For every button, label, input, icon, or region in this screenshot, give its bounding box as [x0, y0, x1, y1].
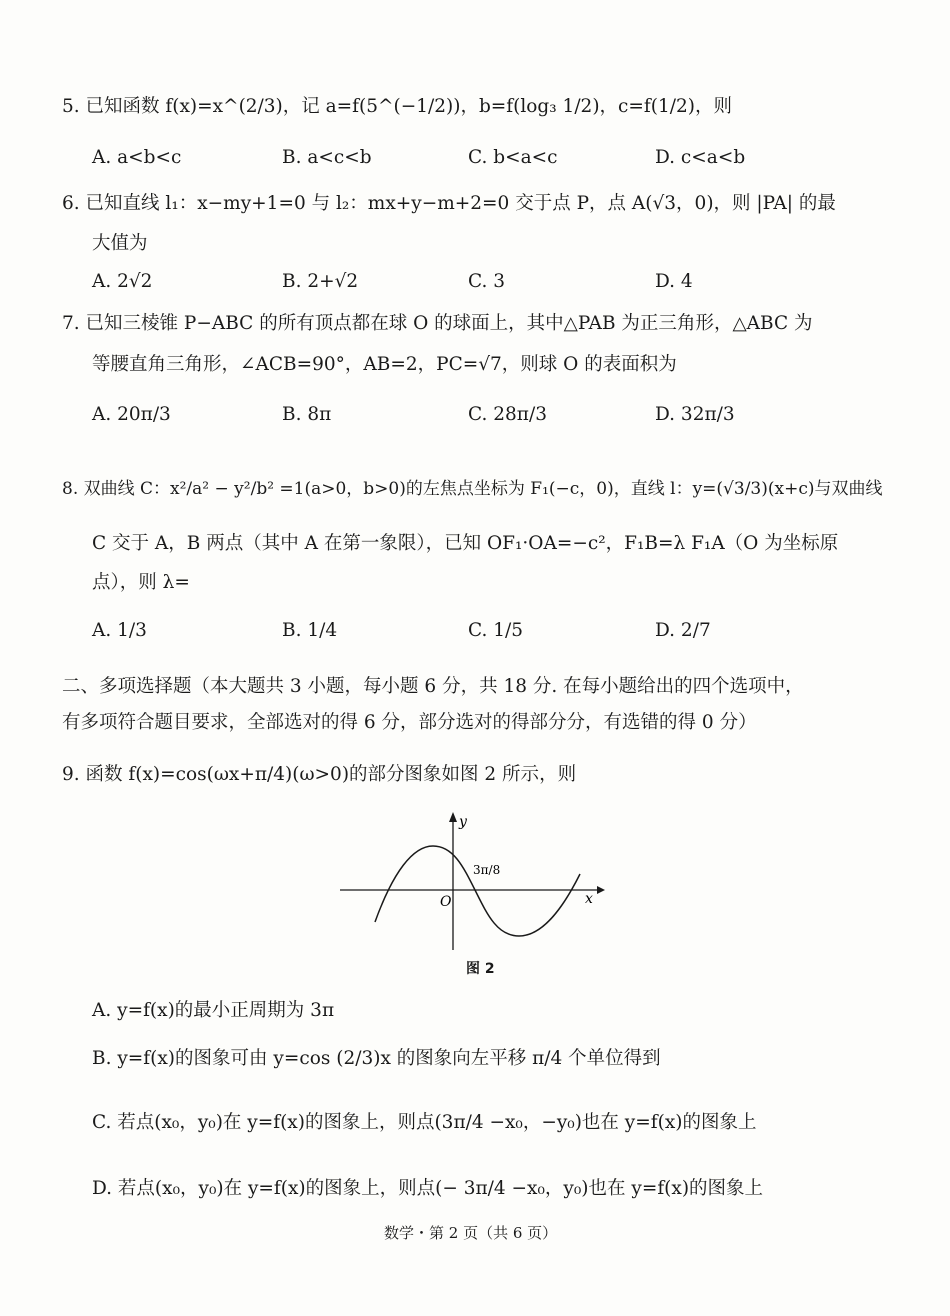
- cosine-curve: [375, 846, 580, 936]
- q5-option-a: A. a<b<c: [92, 147, 182, 168]
- q9-option-c: C. 若点(x₀，y₀)在 y=f(x)的图象上，则点(3π/4 −x₀，−y₀)也在 y=f(x)的图象上: [92, 1112, 757, 1133]
- question-7-stem-line1: 7. 已知三棱锥 P−ABC 的所有顶点都在球 O 的球面上，其中△PAB 为正三角形，△ABC 为: [62, 313, 813, 334]
- origin-label: O: [440, 894, 452, 910]
- question-7-stem-line2: 等腰直角三角形，∠ACB=90°，AB=2，PC=√7，则球 O 的表面积为: [92, 354, 677, 375]
- question-8-stem-line3: 点），则 λ=: [92, 572, 190, 593]
- q9-option-a: A. y=f(x)的最小正周期为 3π: [92, 1000, 335, 1021]
- figure-caption: 图 2: [466, 961, 495, 977]
- y-axis-arrow: [449, 812, 457, 822]
- figure-2-graph: [335, 810, 605, 960]
- x-axis-arrow: [597, 886, 605, 894]
- x-axis-label: x: [585, 891, 593, 907]
- q9-option-d: D. 若点(x₀，y₀)在 y=f(x)的图象上，则点(− 3π/4 −x₀，y₀)也在 y=f(x)的图象上: [92, 1178, 764, 1199]
- question-9-stem: 9. 函数 f(x)=cos(ωx+π/4)(ω>0)的部分图象如图 2 所示，则: [62, 764, 577, 785]
- q6-option-d: D. 4: [655, 271, 693, 292]
- q5-option-d: D. c<a<b: [655, 147, 746, 168]
- q7-option-d: D. 32π/3: [655, 404, 735, 425]
- q6-option-b: B. 2+√2: [282, 271, 359, 292]
- section-2-header-line2: 有多项符合题目要求，全部选对的得 6 分，部分选对的得部分分，有选错的得 0 分）: [62, 712, 757, 733]
- q8-option-d: D. 2/7: [655, 620, 711, 641]
- q8-option-c: C. 1/5: [468, 620, 524, 641]
- question-8-stem-line2: C 交于 A，B 两点（其中 A 在第一象限），已知 OF₁·OA=−c²，F₁B=λ F₁A（O 为坐标原: [92, 533, 839, 554]
- q6-option-a: A. 2√2: [92, 271, 153, 292]
- page-footer: 数学・第 2 页（共 6 页）: [384, 1224, 558, 1242]
- tick-label-3pi-over-8: 3π/8: [473, 863, 501, 877]
- question-6-stem-line1: 6. 已知直线 l₁：x−my+1=0 与 l₂：mx+y−m+2=0 交于点 P，点 A(√3，0)，则 |PA| 的最: [62, 193, 836, 214]
- q7-option-c: C. 28π/3: [468, 404, 547, 425]
- q8-option-a: A. 1/3: [92, 620, 147, 641]
- q8-option-b: B. 1/4: [282, 620, 338, 641]
- question-6-stem-line2: 大值为: [92, 233, 148, 254]
- q5-option-c: C. b<a<c: [468, 147, 558, 168]
- q9-option-b: B. y=f(x)的图象可由 y=cos (2/3)x 的图象向左平移 π/4 个单位得到: [92, 1048, 661, 1069]
- section-2-header-line1: 二、多项选择题（本大题共 3 小题，每小题 6 分，共 18 分. 在每小题给出的四个选项中，: [62, 676, 804, 697]
- question-5-stem: 5. 已知函数 f(x)=x^(2/3)，记 a=f(5^(−1/2))，b=f(log₃ 1/2)，c=f(1/2)，则: [62, 96, 732, 117]
- q6-option-c: C. 3: [468, 271, 506, 292]
- q5-option-b: B. a<c<b: [282, 147, 372, 168]
- q7-option-b: B. 8π: [282, 404, 332, 425]
- question-8-stem-line1: 8. 双曲线 C：x²/a² − y²/b² =1(a>0，b>0)的左焦点坐标为 F₁(−c，0)，直线 l：y=(√3/3)(x+c)与双曲线: [62, 479, 883, 499]
- y-axis-label: y: [459, 814, 467, 830]
- q7-option-a: A. 20π/3: [92, 404, 171, 425]
